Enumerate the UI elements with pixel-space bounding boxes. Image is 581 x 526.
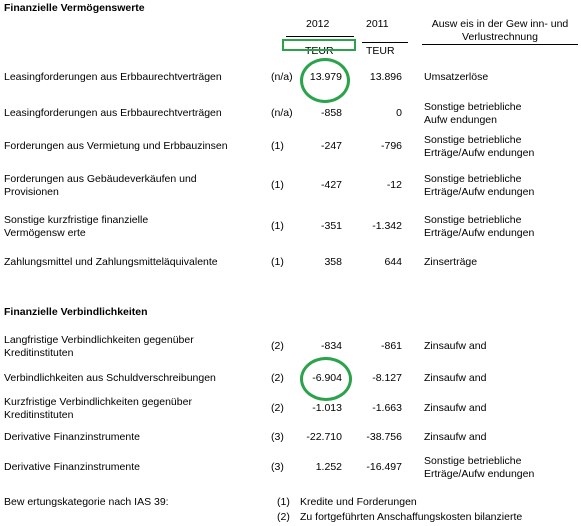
row-pl-position: Sonstige betriebliche [424, 213, 522, 226]
row-category: (3) [271, 461, 284, 473]
row-value-2012: -351 [320, 220, 342, 232]
row-value-2012: -247 [320, 140, 342, 152]
row-pl-position: Zinsaufw and [424, 431, 487, 443]
row-pl-position: Zinserträge [424, 256, 478, 268]
row-value-2011: -16.497 [366, 461, 402, 473]
row-pl-position-cont: Aufw endungen [424, 113, 497, 126]
header-ausweis-line1: Ausw eis in der Gew inn- und [431, 18, 569, 30]
row-label: Zahlungsmittel und Zahlungsmitteläquivalente [4, 256, 218, 268]
row-label-cont: Kreditinstituten [4, 408, 74, 421]
row-value-2011: -12 [386, 179, 402, 191]
row-label: Derivative Finanzinstrumente [4, 461, 140, 473]
row-pl-position: Sonstige betriebliche [424, 133, 522, 146]
row-value-2011: 13.896 [369, 71, 402, 83]
row-category: (1) [271, 256, 284, 268]
row-label: Derivative Finanzinstrumente [4, 431, 140, 443]
row-category: (1) [271, 179, 284, 191]
row-value-2011: -861 [380, 340, 402, 352]
footer-text-1: Kredite und Forderungen [300, 496, 417, 508]
row-pl-position: Umsatzerlöse [424, 71, 489, 83]
footer-label: Bew ertungskategorie nach IAS 39: [4, 496, 169, 508]
row-category: (2) [271, 340, 284, 352]
row-value-2012: -427 [320, 179, 342, 191]
row-category: (1) [271, 140, 284, 152]
row-pl-position-cont: Erträge/Aufw endungen [424, 226, 535, 239]
header-unit-2011: TEUR [366, 45, 395, 57]
row-label: Leasingforderungen aus Erbbaurechtverträgen [4, 107, 222, 119]
row-category: (2) [271, 372, 284, 384]
row-value-2011: 0 [396, 107, 402, 119]
row-label: Forderungen aus Gebäudeverkäufen und [4, 172, 197, 185]
header-year-2012: 2012 [306, 18, 330, 30]
row-label: Langfristige Verbindlichkeiten gegenüber [4, 333, 194, 346]
row-pl-position: Zinsaufw and [424, 402, 487, 414]
row-pl-position: Zinsaufw and [424, 340, 487, 352]
row-category: (n/a) [271, 71, 293, 83]
row-value-2012: -22.710 [306, 431, 342, 443]
assets-section-title: Finanzielle Vermögenswerte [4, 2, 145, 14]
row-label-cont: Provisionen [4, 185, 59, 198]
liabilities-section-title: Finanzielle Verbindlichkeiten [4, 306, 148, 318]
footer-text-2: Zu fortgeführten Anschaffungskosten bilanzierte [300, 511, 523, 523]
row-pl-position-cont: Erträge/Aufw endungen [424, 185, 535, 198]
row-category: (2) [271, 402, 284, 414]
row-category: (1) [271, 220, 284, 232]
row-value-2011: -8.127 [372, 372, 402, 384]
row-value-2011: -796 [380, 140, 402, 152]
header-unit-2012: TEUR [305, 45, 334, 57]
row-category: (3) [271, 431, 284, 443]
row-value-2012: 358 [324, 256, 342, 268]
row-pl-position: Sonstige betriebliche [424, 100, 522, 113]
header-2011-rule [362, 42, 408, 43]
row-pl-position-cont: Erträge/Aufw endungen [424, 467, 535, 480]
header-year-2011: 2011 [366, 18, 389, 30]
row-label: Sonstige kurzfristige finanzielle [4, 213, 149, 226]
row-label: Leasingforderungen aus Erbbaurechtverträgen [4, 71, 222, 83]
row-value-2012: -6.904 [312, 372, 342, 384]
row-value-2011: 644 [384, 256, 402, 268]
footer-code-1: (1) [277, 496, 290, 508]
row-value-2011: -1.663 [372, 402, 402, 414]
row-value-2011: -38.756 [366, 431, 402, 443]
highlight-ellipse-13979 [300, 58, 350, 103]
row-label: Kurzfristige Verbindlichkeiten gegenüber [4, 395, 192, 408]
row-pl-position: Sonstige betriebliche [424, 454, 522, 467]
row-value-2012: -1.013 [312, 402, 342, 414]
row-value-2012: -858 [320, 107, 342, 119]
row-value-2012: 1.252 [315, 461, 342, 473]
row-value-2012: 13.979 [309, 71, 342, 83]
row-label-cont: Kreditinstituten [4, 346, 74, 359]
row-label: Verbindlichkeiten aus Schuldverschreibungen [4, 372, 216, 384]
row-pl-position-cont: Erträge/Aufw endungen [424, 146, 535, 159]
row-label-cont: Vermögensw erte [4, 226, 86, 239]
footer-code-2: (2) [277, 511, 290, 523]
row-label: Forderungen aus Vermietung und Erbbauzinsen [4, 140, 228, 152]
highlight-rectangle [282, 39, 356, 51]
row-category: (n/a) [271, 107, 293, 119]
row-value-2012: -834 [320, 340, 342, 352]
highlight-ellipse-6904 [300, 357, 352, 401]
header-ausweis-rule [422, 44, 578, 45]
row-value-2011: -1.342 [372, 220, 402, 232]
header-2012-rule [286, 36, 354, 37]
row-pl-position: Sonstige betriebliche [424, 172, 522, 185]
row-pl-position: Zinsaufw and [424, 372, 487, 384]
header-ausweis-line2: Verlustrechnung [462, 31, 538, 43]
